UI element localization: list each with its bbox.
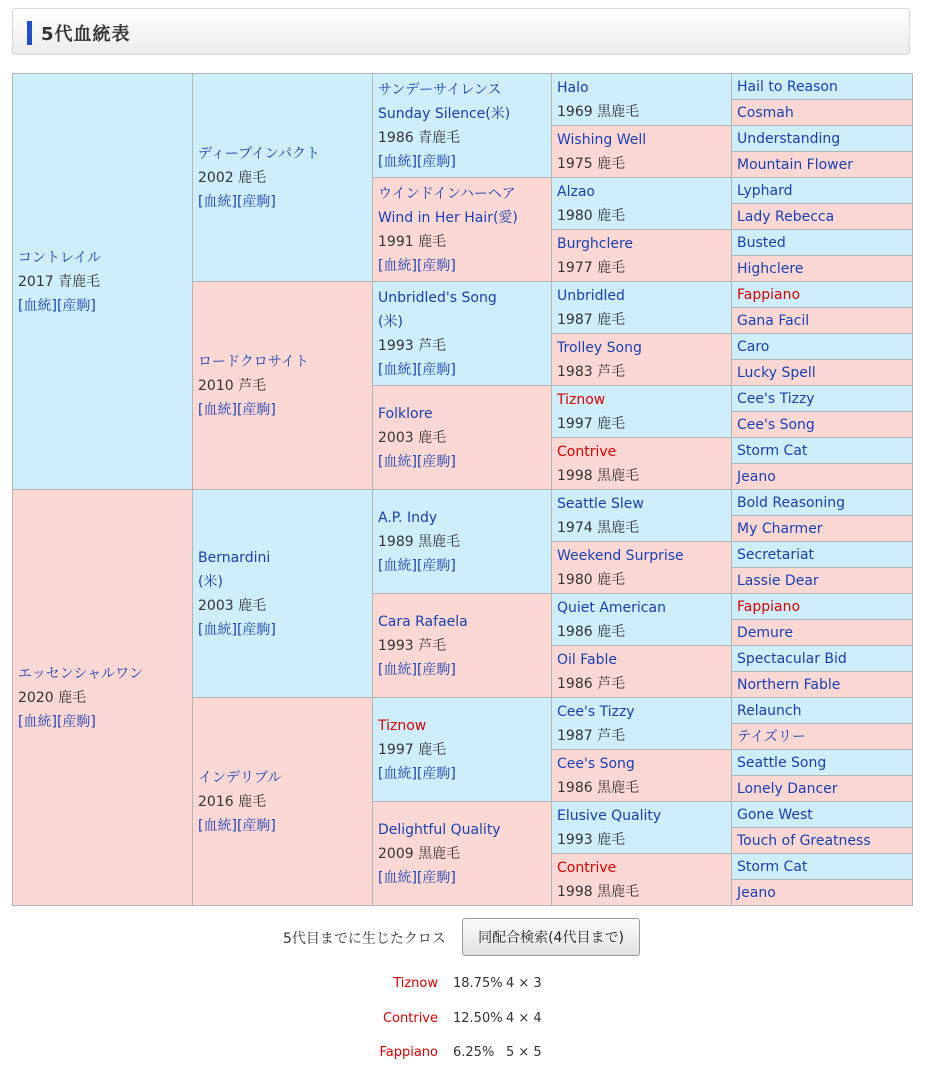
sanku-link[interactable]: [産駒] bbox=[56, 713, 96, 730]
horse-info: 1993 芦毛 bbox=[378, 337, 447, 354]
horse-name-link[interactable]: Tiznow bbox=[557, 391, 606, 408]
sanku-link[interactable]: [産駒] bbox=[236, 193, 276, 210]
gen5-cell bbox=[732, 516, 913, 542]
horse-name-link[interactable]: My Charmer bbox=[737, 520, 823, 537]
horse-name-link[interactable]: Weekend Surprise bbox=[557, 547, 684, 564]
gen5-cell bbox=[732, 412, 913, 438]
gen4-cell bbox=[552, 542, 732, 594]
horse-info: 2009 黒鹿毛 bbox=[378, 845, 461, 862]
gen3-cell bbox=[373, 594, 552, 698]
ketto-link[interactable]: [血統] bbox=[18, 713, 57, 730]
horse-info: 1986 青鹿毛 bbox=[378, 129, 461, 146]
horse-name-link[interactable]: Cosmah bbox=[737, 104, 794, 121]
cross-percent: 18.75% bbox=[453, 976, 503, 991]
gen2-cell bbox=[193, 490, 373, 698]
page-title: 5代血統表 bbox=[41, 24, 131, 45]
gen4-cell bbox=[552, 490, 732, 542]
horse-name-link[interactable]: Contrive bbox=[557, 443, 617, 460]
horse-info: 1993 鹿毛 bbox=[557, 831, 626, 848]
horse-info: 1998 黒鹿毛 bbox=[557, 467, 640, 484]
gen5-cell bbox=[732, 828, 913, 854]
horse-name-link[interactable]: Lady Rebecca bbox=[737, 208, 835, 225]
gen2-cell bbox=[193, 74, 373, 282]
horse-name-link[interactable]: Unbridled bbox=[557, 287, 625, 304]
horse-name-link[interactable]: Secretariat bbox=[737, 546, 815, 563]
horse-info: 2010 芦毛 bbox=[198, 377, 267, 394]
horse-name-link[interactable]: Fappiano bbox=[737, 598, 801, 615]
gen5-cell bbox=[732, 620, 913, 646]
ketto-link[interactable]: [血統] bbox=[378, 765, 417, 782]
cross-pattern: 5 × 5 bbox=[506, 1045, 542, 1060]
horse-name-link[interactable]: Gone West bbox=[737, 806, 813, 823]
horse-name-link[interactable]: Unbridled's Song bbox=[378, 289, 497, 306]
sire-info: 2017 青鹿毛 bbox=[18, 273, 101, 290]
horse-name-link[interactable]: Lonely Dancer bbox=[737, 780, 838, 797]
cross-horse-link[interactable]: Contrive bbox=[382, 1011, 438, 1026]
ketto-link[interactable]: [血統] bbox=[198, 621, 237, 638]
gen5-cell bbox=[732, 152, 913, 178]
gen5-cell bbox=[732, 334, 913, 360]
horse-name-link[interactable]: Cee's Tizzy bbox=[557, 703, 635, 720]
sanku-link[interactable]: [産駒] bbox=[416, 765, 456, 782]
horse-name-link[interactable]: テイズリー bbox=[737, 728, 806, 745]
gen4-cell bbox=[552, 386, 732, 438]
horse-name-link[interactable]: Delightful Quality bbox=[378, 821, 501, 838]
ketto-link[interactable]: [血統] bbox=[378, 661, 417, 678]
gen4-cell bbox=[552, 698, 732, 750]
horse-name-link[interactable]: Elusive Quality bbox=[557, 807, 662, 824]
horse-name-link[interactable]: Hail to Reason bbox=[737, 78, 838, 95]
gen4-cell bbox=[552, 282, 732, 334]
horse-name-link[interactable]: Contrive bbox=[557, 859, 617, 876]
gen2-cell bbox=[193, 698, 373, 906]
gen5-cell bbox=[732, 724, 913, 750]
gen3-cell bbox=[373, 386, 552, 490]
gen5-cell bbox=[732, 282, 913, 308]
horse-name-link[interactable]: Storm Cat bbox=[737, 442, 808, 459]
horse-info: 1986 黒鹿毛 bbox=[557, 779, 640, 796]
gen3-cell bbox=[373, 178, 552, 282]
gen5-cell bbox=[732, 386, 913, 412]
ketto-link[interactable]: [血統] bbox=[378, 869, 417, 886]
horse-info: 1969 黒鹿毛 bbox=[557, 103, 640, 120]
gen5-cell bbox=[732, 74, 913, 100]
cross-pattern: 4 × 3 bbox=[506, 976, 542, 991]
gen4-cell bbox=[552, 438, 732, 490]
horse-name-alt-link[interactable]: (米) bbox=[378, 313, 403, 330]
dam-name-link[interactable]: エッセンシャルワン bbox=[18, 665, 144, 682]
horse-name-link[interactable]: Northern Fable bbox=[737, 676, 841, 693]
dam-info: 2020 鹿毛 bbox=[18, 689, 87, 706]
horse-name-link[interactable]: Cee's Tizzy bbox=[737, 390, 815, 407]
horse-info: 1993 芦毛 bbox=[378, 637, 447, 654]
horse-name-link[interactable]: Spectacular Bid bbox=[737, 650, 847, 667]
sire-name-link[interactable]: コントレイル bbox=[18, 249, 102, 266]
horse-name-alt-link[interactable]: Sunday Silence(米) bbox=[378, 105, 511, 122]
gen4-cell bbox=[552, 854, 732, 906]
gen5-cell bbox=[732, 308, 913, 334]
horse-name-link[interactable]: Highclere bbox=[737, 260, 804, 277]
ketto-link[interactable]: [血統] bbox=[18, 297, 57, 314]
horse-name-link[interactable]: Tiznow bbox=[378, 717, 427, 734]
horse-info: 1989 黒鹿毛 bbox=[378, 533, 461, 550]
sanku-link[interactable]: [産駒] bbox=[236, 401, 276, 418]
horse-info: 2003 鹿毛 bbox=[198, 597, 267, 614]
gen5-cell bbox=[732, 776, 913, 802]
horse-name-link[interactable]: Jeano bbox=[737, 884, 776, 901]
horse-info: 1991 鹿毛 bbox=[378, 233, 447, 250]
sanku-link[interactable]: [産駒] bbox=[416, 557, 456, 574]
horse-name-link[interactable]: Cara Rafaela bbox=[378, 613, 468, 630]
horse-name-link[interactable]: ディープインパクト bbox=[198, 145, 320, 162]
horse-name-link[interactable]: Demure bbox=[737, 624, 793, 641]
gen5-cell bbox=[732, 646, 913, 672]
gen5-cell bbox=[732, 204, 913, 230]
horse-name-link[interactable]: Halo bbox=[557, 79, 589, 96]
ketto-link[interactable]: [血統] bbox=[378, 257, 417, 274]
horse-name-link[interactable]: Trolley Song bbox=[557, 339, 642, 356]
gen5-cell bbox=[732, 100, 913, 126]
gen5-cell bbox=[732, 256, 913, 282]
ketto-link[interactable]: [血統] bbox=[198, 817, 237, 834]
cross-label: 5代目までに生じたクロス bbox=[283, 931, 446, 947]
gen5-cell bbox=[732, 490, 913, 516]
gen5-cell bbox=[732, 880, 913, 906]
horse-name-alt-link[interactable]: (米) bbox=[198, 573, 223, 590]
horse-name-link[interactable]: Cee's Song bbox=[737, 416, 815, 433]
horse-name-link[interactable]: Lassie Dear bbox=[737, 572, 819, 589]
horse-name-link[interactable]: Fappiano bbox=[737, 286, 801, 303]
horse-info: 1986 鹿毛 bbox=[557, 623, 626, 640]
gen5-cell bbox=[732, 230, 913, 256]
dam-cell bbox=[13, 490, 193, 906]
horse-name-link[interactable]: Understanding bbox=[737, 130, 841, 147]
horse-name-link[interactable]: Bold Reasoning bbox=[737, 494, 846, 511]
horse-info: 1977 鹿毛 bbox=[557, 259, 626, 276]
ketto-link[interactable]: [血統] bbox=[378, 453, 417, 470]
horse-info: 1997 鹿毛 bbox=[557, 415, 626, 432]
same-mating-search-button[interactable]: 同配合検索(4代目まで) bbox=[462, 918, 640, 956]
horse-info: 1980 鹿毛 bbox=[557, 207, 626, 224]
horse-info: 1987 鹿毛 bbox=[557, 311, 626, 328]
horse-name-link[interactable]: Seattle Slew bbox=[557, 495, 644, 512]
gen4-cell bbox=[552, 126, 732, 178]
sanku-link[interactable]: [産駒] bbox=[236, 817, 276, 834]
horse-name-alt-link[interactable]: Wind in Her Hair(愛) bbox=[378, 209, 518, 226]
sire-cell bbox=[13, 74, 193, 490]
sanku-link[interactable]: [産駒] bbox=[416, 661, 456, 678]
sanku-link[interactable]: [産駒] bbox=[236, 621, 276, 638]
horse-name-link[interactable]: Oil Fable bbox=[557, 651, 617, 668]
ketto-link[interactable]: [血統] bbox=[198, 193, 237, 210]
horse-info: 2002 鹿毛 bbox=[198, 169, 267, 186]
horse-name-link[interactable]: Relaunch bbox=[737, 702, 802, 719]
horse-name-link[interactable]: Wishing Well bbox=[557, 131, 647, 148]
gen3-cell bbox=[373, 802, 552, 906]
ketto-link[interactable]: [血統] bbox=[378, 153, 417, 170]
horse-name-link[interactable]: Quiet American bbox=[557, 599, 666, 616]
cross-horse-link[interactable]: Fappiano bbox=[379, 1045, 438, 1060]
horse-info: 1974 黒鹿毛 bbox=[557, 519, 640, 536]
gen4-cell bbox=[552, 594, 732, 646]
horse-name-link[interactable]: Busted bbox=[737, 234, 786, 251]
horse-name-link[interactable]: Burghclere bbox=[557, 235, 634, 252]
gen5-cell bbox=[732, 854, 913, 880]
horse-info: 1986 芦毛 bbox=[557, 675, 626, 692]
gen4-cell bbox=[552, 750, 732, 802]
cross-percent: 12.50% bbox=[453, 1011, 503, 1026]
gen5-cell bbox=[732, 542, 913, 568]
gen4-cell bbox=[552, 334, 732, 386]
horse-name-link[interactable]: Lucky Spell bbox=[737, 364, 816, 381]
gen5-cell bbox=[732, 568, 913, 594]
gen5-cell bbox=[732, 750, 913, 776]
horse-name-link[interactable]: Jeano bbox=[737, 468, 776, 485]
sanku-link[interactable]: [産駒] bbox=[56, 297, 96, 314]
horse-name-link[interactable]: Caro bbox=[737, 338, 770, 355]
horse-info: 2016 鹿毛 bbox=[198, 793, 267, 810]
horse-name-link[interactable]: Mountain Flower bbox=[737, 156, 853, 173]
horse-name-link[interactable]: Gana Facil bbox=[737, 312, 810, 329]
cross-pattern: 4 × 4 bbox=[506, 1011, 542, 1026]
ketto-link[interactable]: [血統] bbox=[378, 557, 417, 574]
horse-info: 1983 芦毛 bbox=[557, 363, 626, 380]
gen5-cell bbox=[732, 672, 913, 698]
horse-name-link[interactable]: Seattle Song bbox=[737, 754, 827, 771]
horse-name-link[interactable]: ロードクロサイト bbox=[198, 353, 309, 370]
gen4-cell bbox=[552, 230, 732, 282]
gen3-cell bbox=[373, 282, 552, 386]
horse-name-link[interactable]: インデリブル bbox=[198, 769, 282, 786]
horse-info: 2003 鹿毛 bbox=[378, 429, 447, 446]
gen4-cell bbox=[552, 646, 732, 698]
horse-name-link[interactable]: Alzao bbox=[557, 183, 595, 200]
horse-name-link[interactable]: Cee's Song bbox=[557, 755, 635, 772]
gen4-cell bbox=[552, 74, 732, 126]
horse-info: 1975 鹿毛 bbox=[557, 155, 626, 172]
cross-percent: 6.25% bbox=[453, 1045, 495, 1060]
gen5-cell bbox=[732, 178, 913, 204]
sanku-link[interactable]: [産駒] bbox=[416, 257, 456, 274]
gen5-cell bbox=[732, 464, 913, 490]
gen4-cell bbox=[552, 178, 732, 230]
gen3-cell bbox=[373, 74, 552, 178]
ketto-link[interactable]: [血統] bbox=[198, 401, 237, 418]
horse-name-link[interactable]: Storm Cat bbox=[737, 858, 808, 875]
pedigree-table bbox=[12, 73, 913, 906]
gen5-cell bbox=[732, 438, 913, 464]
sanku-link[interactable]: [産駒] bbox=[416, 361, 456, 378]
gen5-cell bbox=[732, 126, 913, 152]
section-header bbox=[12, 8, 910, 55]
gen2-cell bbox=[193, 282, 373, 490]
horse-name-link[interactable]: Folklore bbox=[378, 405, 433, 422]
gen5-cell bbox=[732, 594, 913, 620]
gen3-cell bbox=[373, 490, 552, 594]
horse-info: 1998 黒鹿毛 bbox=[557, 883, 640, 900]
horse-name-link[interactable]: Bernardini bbox=[198, 549, 271, 566]
horse-name-link[interactable]: Touch of Greatness bbox=[737, 832, 871, 849]
header-accent-bar bbox=[27, 21, 32, 45]
horse-info: 1987 芦毛 bbox=[557, 727, 626, 744]
horse-info: 1980 鹿毛 bbox=[557, 571, 626, 588]
horse-name-link[interactable]: Lyphard bbox=[737, 182, 793, 199]
horse-name-link[interactable]: ウインドインハーヘア bbox=[378, 185, 516, 202]
horse-name-link[interactable]: A.P. Indy bbox=[378, 509, 438, 526]
gen5-cell bbox=[732, 802, 913, 828]
gen5-cell bbox=[732, 360, 913, 386]
gen4-cell bbox=[552, 802, 732, 854]
sanku-link[interactable]: [産駒] bbox=[416, 869, 456, 886]
gen5-cell bbox=[732, 698, 913, 724]
ketto-link[interactable]: [血統] bbox=[378, 361, 417, 378]
horse-info: 1997 鹿毛 bbox=[378, 741, 447, 758]
cross-horse-link[interactable]: Tiznow bbox=[393, 976, 438, 991]
sanku-link[interactable]: [産駒] bbox=[416, 453, 456, 470]
horse-name-link[interactable]: サンデーサイレンス bbox=[378, 81, 502, 98]
gen3-cell bbox=[373, 698, 552, 802]
sanku-link[interactable]: [産駒] bbox=[416, 153, 456, 170]
